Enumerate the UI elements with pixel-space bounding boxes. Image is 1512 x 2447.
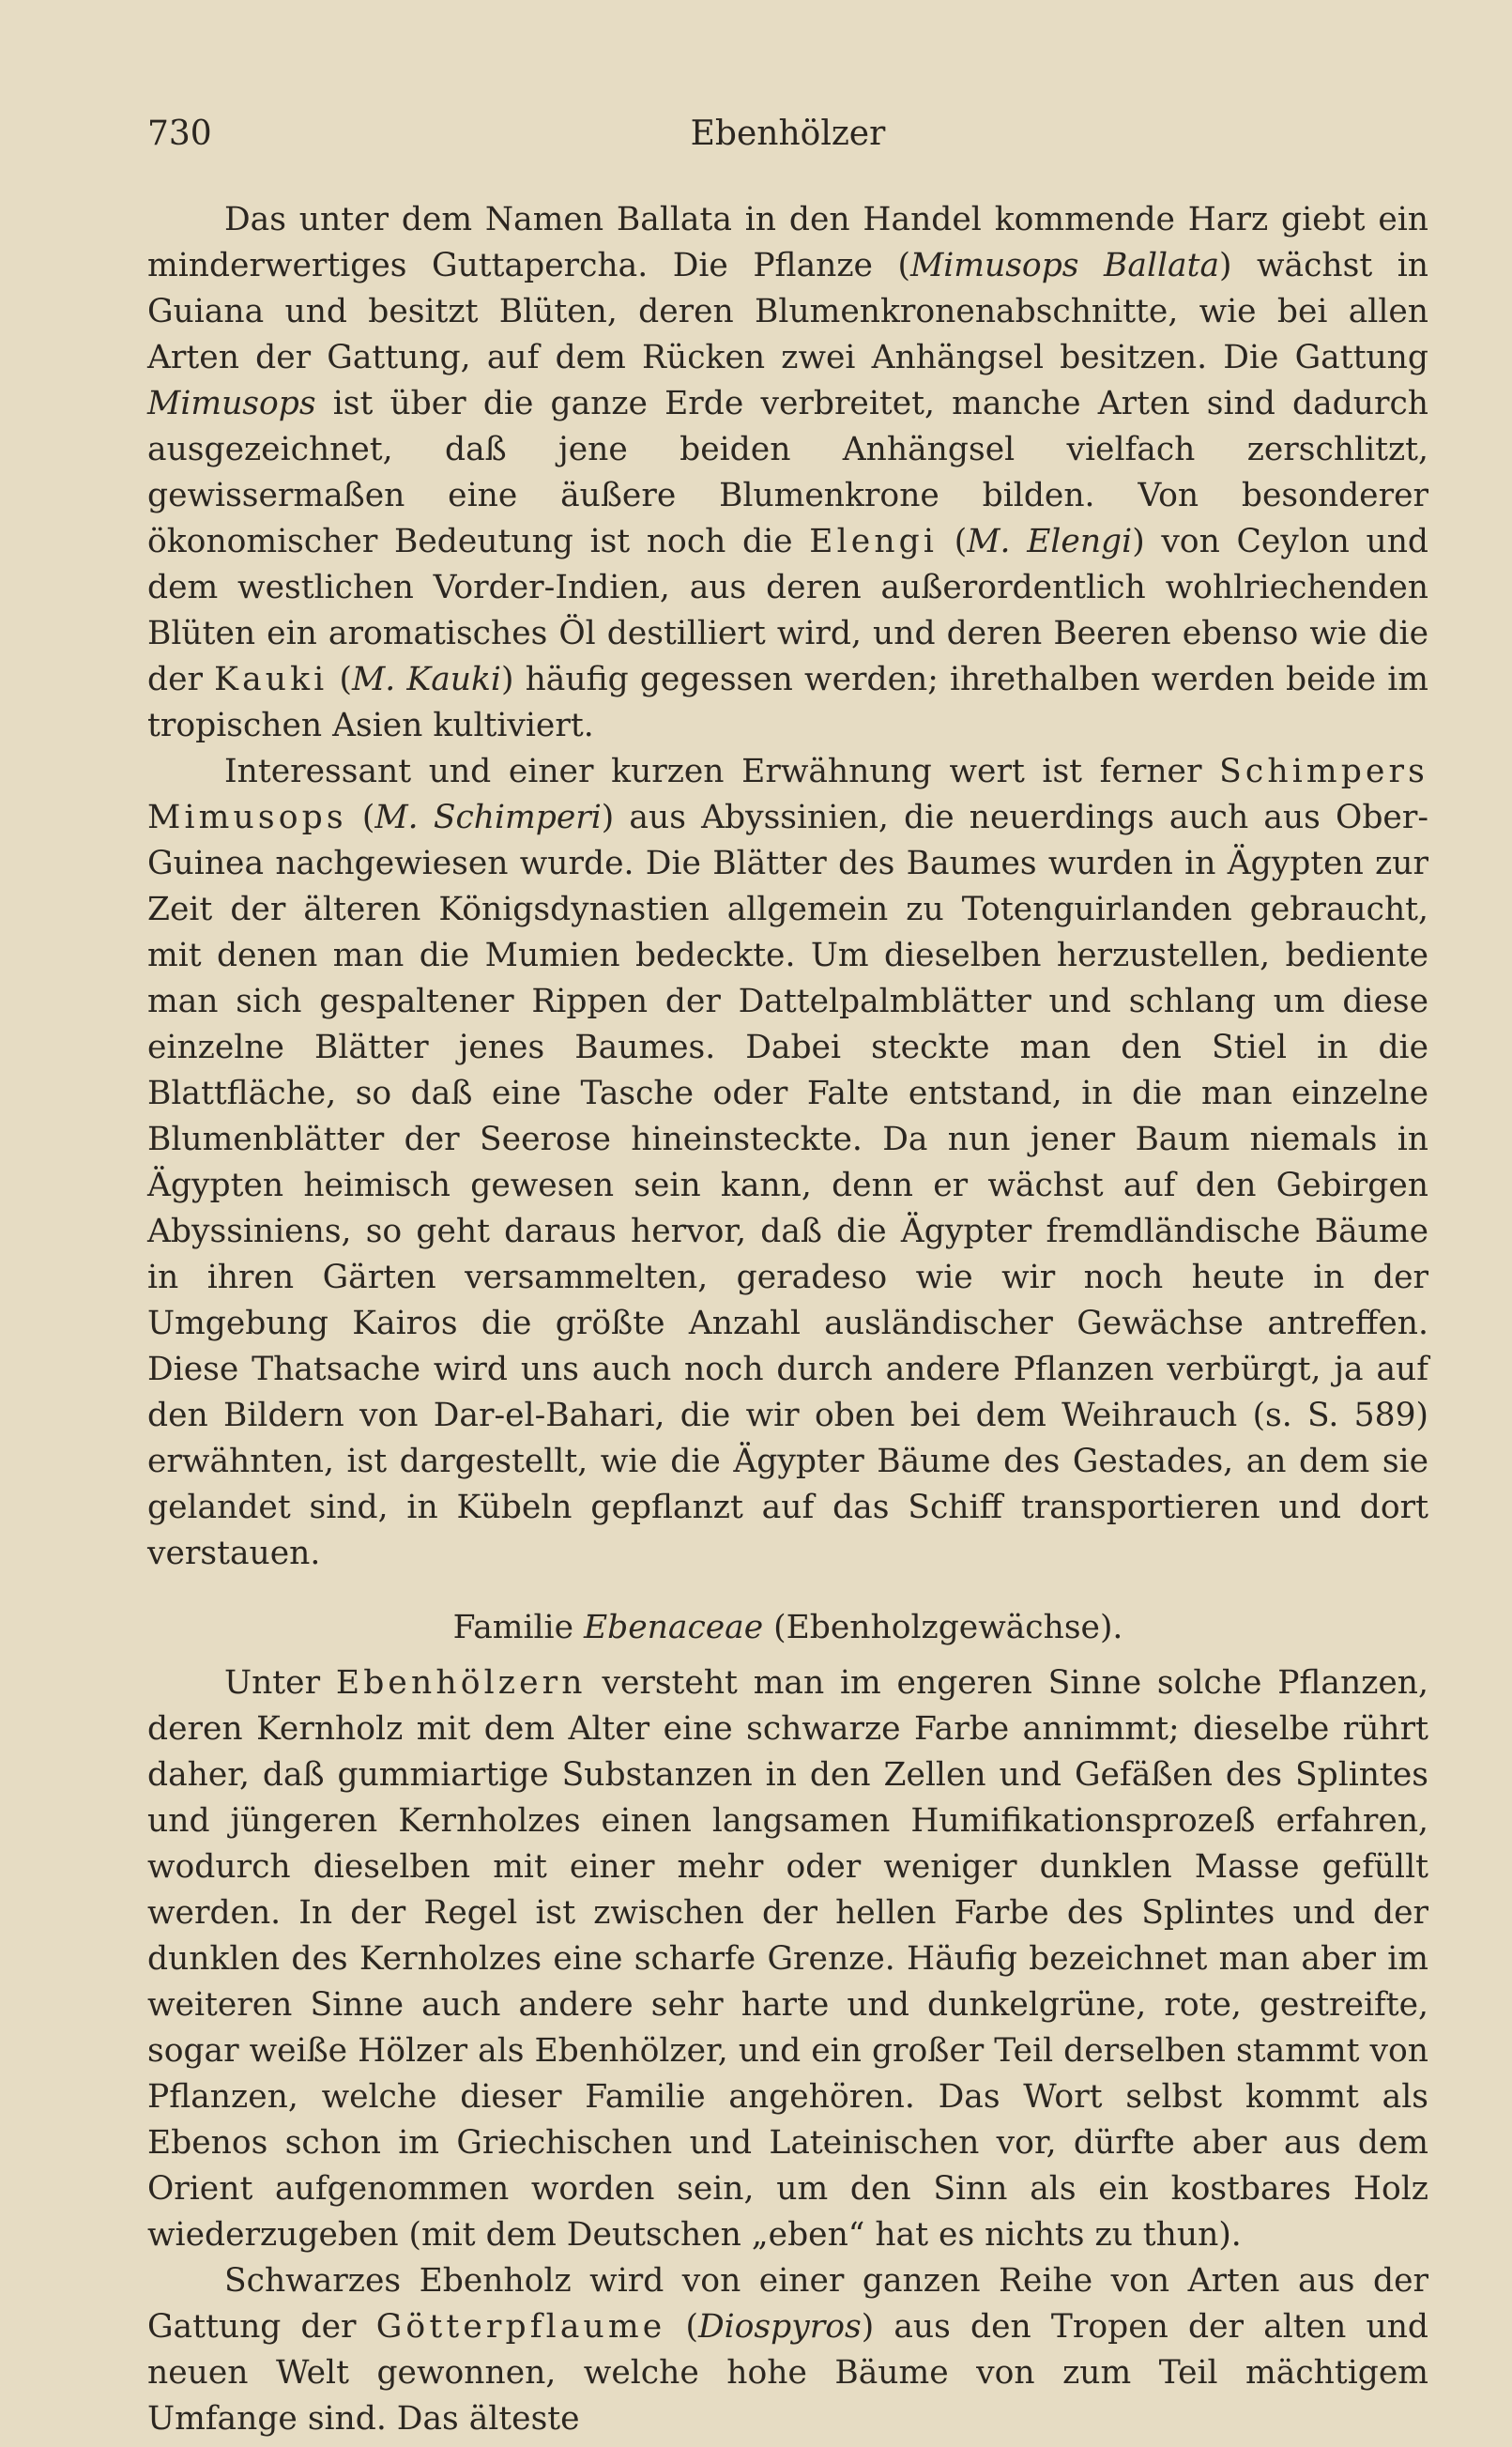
genus-name: Mimusops <box>147 385 316 422</box>
family-name: Ebenaceae <box>583 1609 764 1646</box>
page-header <box>147 115 1428 163</box>
text-run: ( <box>328 661 352 698</box>
text-run: ) häufig gegessen werden; ihrethalben werden beide im tropischen Asien kultiviert. <box>147 661 1428 744</box>
running-title: Ebenhölzer <box>690 115 886 153</box>
text-run: ( <box>346 799 375 836</box>
paragraph-schimper <box>147 749 1428 1577</box>
text-run: ) aus den Tropen der alten und neuen Welt gewonnen, welche hohe Bäume von zum Teil mächtigem Umfange sind. Das älteste <box>147 2308 1428 2438</box>
text-run: Das unter dem Namen Ballata in den Handel kommende Harz giebt ein minderwertiges Guttapercha. Die Pflanze ( <box>147 201 1428 284</box>
species-name: M. Elengi <box>967 523 1133 560</box>
text-run: (Ebenholzgewächse). <box>763 1609 1123 1646</box>
text-run: Interessant und einer kurzen Erwähnung wert ist ferner <box>224 753 1220 790</box>
text-run: ( <box>665 2308 698 2346</box>
spaced-term: Götterpflaume <box>375 2308 666 2346</box>
paragraph-ebenholz <box>147 1660 1428 2258</box>
spaced-term: Ebenhölzern <box>335 1664 587 1702</box>
text-run: ) von Ceylon und dem westlichen Vorder-Indien, aus deren außerordentlich wohlriechenden Blüten ein aromatisches Öl destilliert wird, und deren Beeren ebenso wie die der <box>147 523 1428 698</box>
paragraph-ballata <box>147 197 1428 749</box>
paragraph-diospyros <box>147 2258 1428 2442</box>
species-name: Mimusops Ballata <box>909 247 1220 284</box>
text-run: ) aus Abyssinien, die neuerdings auch aus Ober-Guinea nachgewiesen wurde. Die Blätter des Baumes wurden in Ägypten zur Zeit der älteren Königsdynastien allgemein zu Totenguirlanden gebraucht, mit denen man die Mumien bedeckte. Um dieselben herzustellen, bediente man sich gespaltener Rippen der Dattelpalmblätter und schlang um diese einzelne Blätter jenes Baumes. Dabei steckte man den Stiel in die Blattfläche, so daß eine Tasche oder Falte entstand, in die man einzelne Blumenblätter der Seerose hineinsteckte. Da nun jener Baum niemals in Ägypten heimisch gewesen sein kann, denn er wächst auf den Gebirgen Abyssiniens, so geht daraus hervor, daß die Ägypter fremdländische Bäume in ihren Gärten versammelten, geradeso wie wir noch heute in der Umgebung Kairos die größte Anzahl ausländischer Gewächse antreffen. Diese Thatsache wird uns auch noch durch andere Pflanzen verbürgt, ja auf den Bildern von Dar-el-Bahari, die wir oben bei dem Weihrauch (s. S. 589) erwähnten, ist dargestellt, wie die Ägypter Bäume des Gestades, an dem sie gelandet sind, in Kübeln gepflanzt auf das Schiff transportieren und dort verstauen. <box>147 799 1428 1572</box>
spaced-term: Elengi <box>809 523 939 560</box>
spaced-term: Kauki <box>214 661 328 698</box>
spaced-term: Schimpers Mimusops <box>147 753 1428 836</box>
section-heading <box>147 1605 1428 1651</box>
text-run: Familie <box>452 1609 584 1646</box>
text-run: Unter <box>224 1664 336 1702</box>
species-name: M. Schimperi <box>374 799 602 836</box>
text-run: ist über die ganze Erde verbreitet, manche Arten sind dadurch ausgezeichnet, daß jene beiden Anhängsel vielfach zerschlitzt, gewissermaßen eine äußere Blumenkrone bilden. Von besonderer ökonomischer Bedeutung ist noch die <box>147 385 1428 560</box>
genus-name: Diospyros <box>697 2308 862 2346</box>
text-run: ) wächst in Guiana und besitzt Blüten, deren Blumenkronenabschnitte, wie bei allen Arten der Gattung, auf dem Rücken zwei Anhängsel besitzen. Die Gattung <box>147 247 1428 376</box>
page-number: 730 <box>147 115 212 153</box>
body-text <box>147 197 1428 2442</box>
species-name: M. Kauki <box>351 661 501 698</box>
text-run: versteht man im engeren Sinne solche Pflanzen, deren Kernholz mit dem Alter eine schwarze Farbe annimmt; dieselbe rührt daher, daß gummiartige Substanzen in den Zellen und Gefäßen des Splintes und jüngeren Kernholzes einen langsamen Humifikationsprozeß erfahren, wodurch dieselben mit einer mehr oder weniger dunklen Masse gefüllt werden. In der Regel ist zwischen der hellen Farbe des Splintes und der dunklen des Kernholzes eine scharfe Grenze. Häufig bezeichnet man aber im weiteren Sinne auch andere sehr harte und dunkelgrüne, rote, gestreifte, sogar weiße Hölzer als Ebenhölzer, und ein großer Teil derselben stammt von Pflanzen, welche dieser Familie angehören. Das Wort selbst kommt als Ebenos schon im Griechischen und Lateinischen vor, dürfte aber aus dem Orient aufgenommen worden sein, um den Sinn als ein kostbares Holz wiederzugeben (mit dem Deutschen „eben“ hat es nichts zu thun). <box>147 1664 1428 2254</box>
text-run: Schwarzes Ebenholz wird von einer ganzen Reihe von Arten aus der Gattung der <box>147 2262 1428 2346</box>
text-run: ( <box>938 523 968 560</box>
